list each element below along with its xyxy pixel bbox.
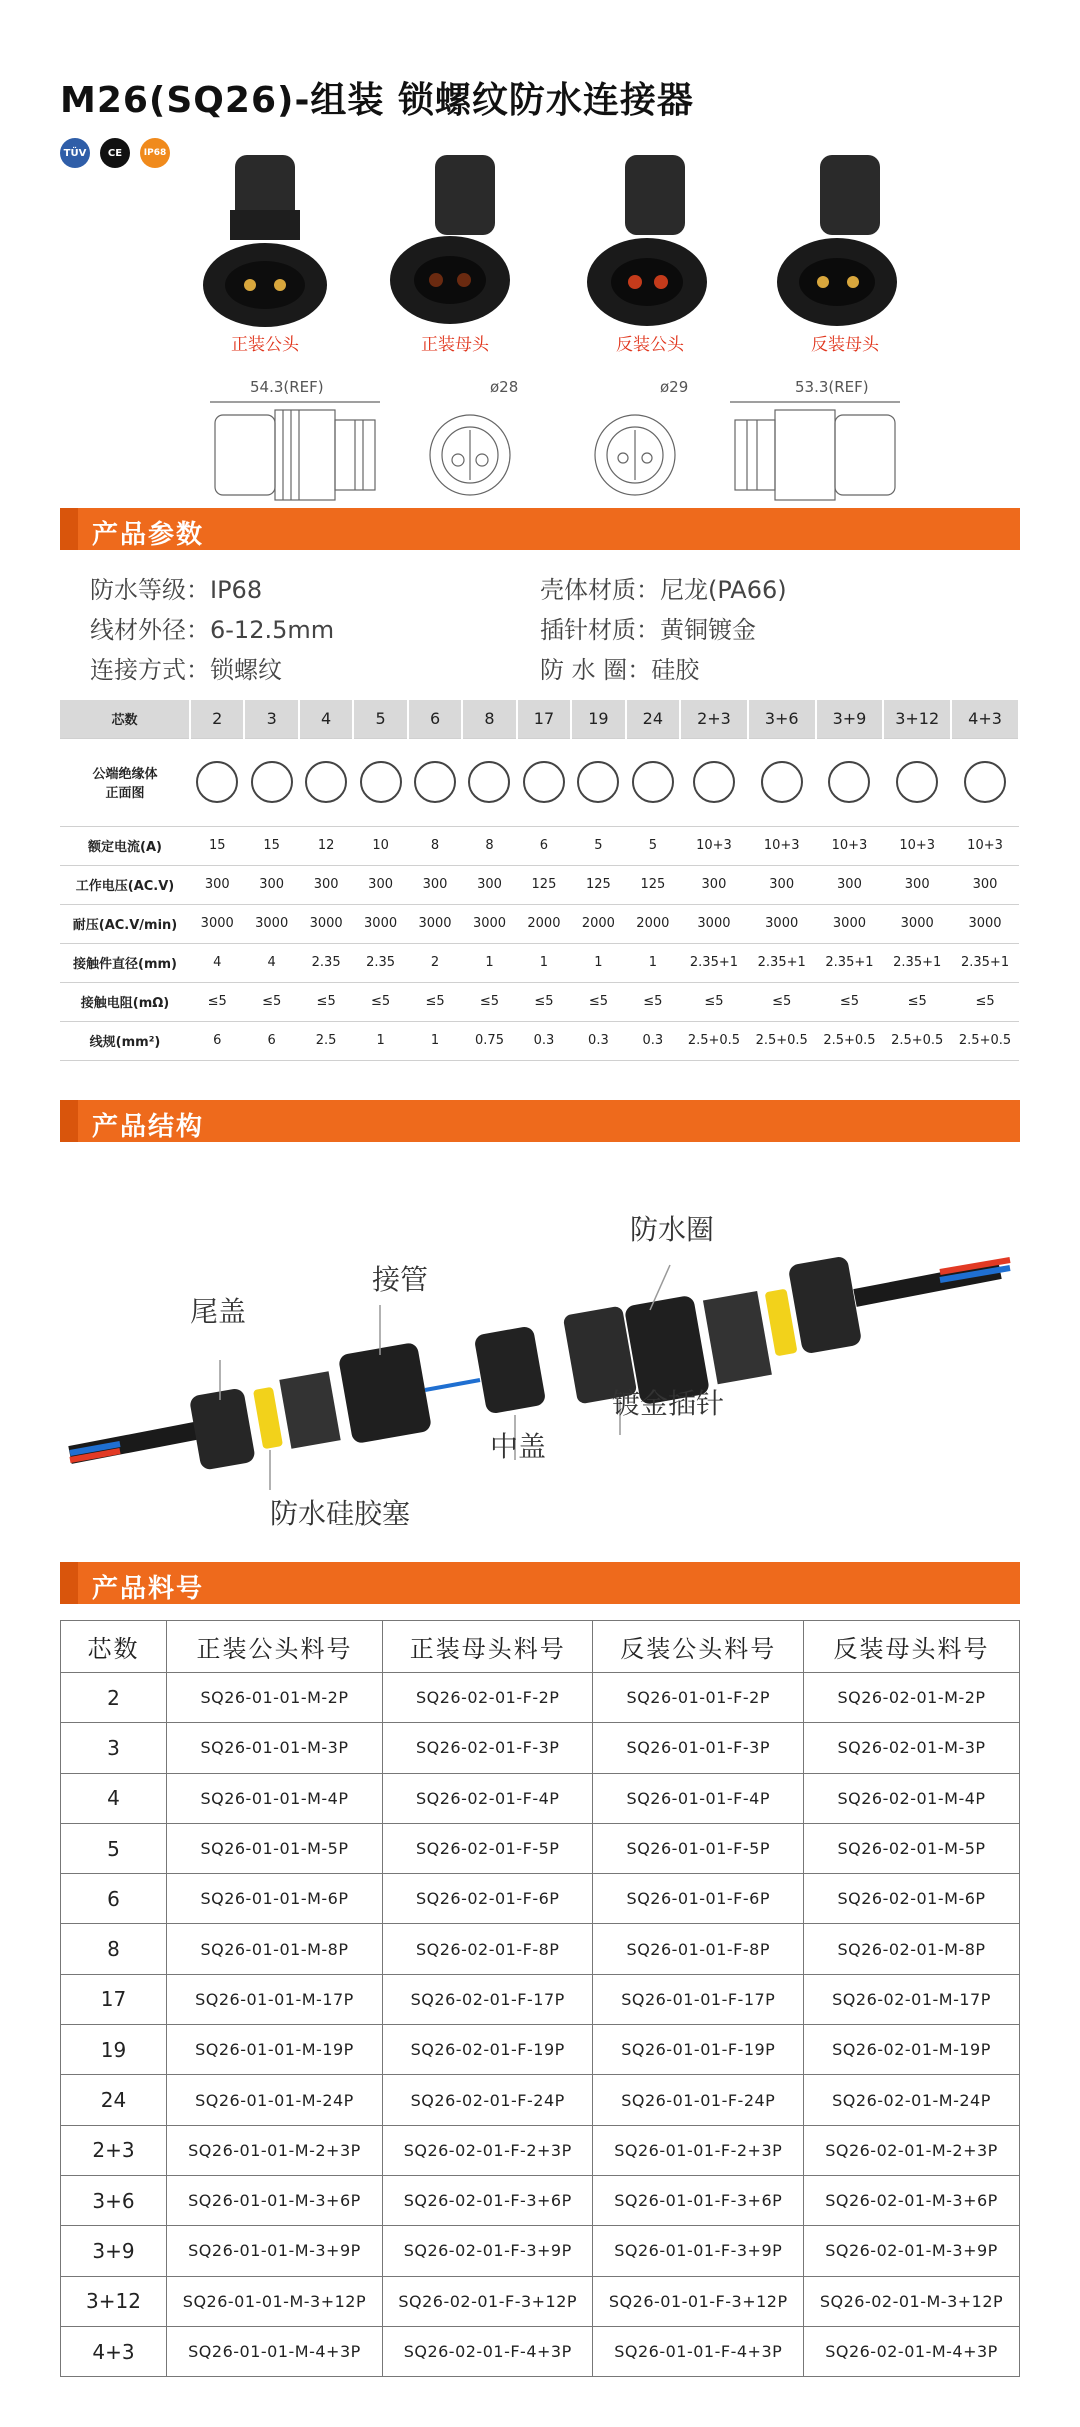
part-number-cell: SQ26-02-01-M-5P [804,1823,1020,1873]
spec-cell: 2.35+1 [816,943,884,982]
part-number-cell: SQ26-02-01-M-3P [804,1723,1020,1773]
insulator-front-icon [299,738,353,826]
parts-row [61,2326,1020,2376]
product-label-3: 反装公头 [616,335,684,355]
part-number-cell: SQ26-01-01-M-4P [167,1773,383,1823]
spec-cell: 2000 [626,904,680,943]
spec-cell: 2.5+0.5 [816,1021,884,1060]
spec-cell: 1 [462,943,516,982]
spec-cell: 2.5+0.5 [680,1021,748,1060]
parts-row [61,2226,1020,2276]
spec-cell: 300 [680,865,748,904]
parts-row [61,1823,1020,1873]
section-title-parts: 产品料号 [92,1574,205,1604]
parts-core-cell: 3+6 [61,2175,167,2225]
spec-cell: ≤5 [626,982,680,1021]
ce-cert-icon: CE [100,138,130,168]
insulator-front-icon [883,738,951,826]
part-number-cell: SQ26-02-01-F-3+12P [382,2276,593,2326]
part-number-cell: SQ26-01-01-F-3+12P [593,2276,804,2326]
part-number-cell: SQ26-01-01-M-19P [167,2025,383,2075]
spec-cell: 2.5 [299,1021,353,1060]
callout-tail-cap: 尾盖 [190,1295,247,1328]
spec-cell: 2.5+0.5 [951,1021,1019,1060]
part-number-cell: SQ26-01-01-F-2+3P [593,2125,804,2175]
spec-cell: 10+3 [748,826,816,865]
core-header: 2+3 [680,700,748,738]
spec-cell: 2.35+1 [680,943,748,982]
part-number-cell: SQ26-01-01-F-19P [593,2025,804,2075]
spec-cell: 3000 [244,904,298,943]
spec-cell: ≤5 [244,982,298,1021]
part-number-cell: SQ26-02-01-F-5P [382,1823,593,1873]
part-number-cell: SQ26-02-01-M-3+6P [804,2175,1020,2225]
core-header: 6 [408,700,462,738]
parts-core-cell: 19 [61,2025,167,2075]
params-list [90,570,990,690]
spec-cell: 6 [244,1021,298,1060]
spec-cell: 125 [517,865,571,904]
insulator-front-icon [517,738,571,826]
product-label-1: 正装公头 [231,335,299,355]
spec-cell: ≤5 [353,982,407,1021]
page-title: M26(SQ26)-组装 锁螺纹防水连接器 [60,80,694,121]
spec-cell: 1 [517,943,571,982]
spec-row-label: 额定电流(A) [60,826,190,865]
section-band-parts [60,1562,1020,1604]
param-connection: 连接方式：锁螺纹 [90,656,282,684]
spec-cell: ≤5 [748,982,816,1021]
section-title-params: 产品参数 [92,520,205,550]
ip68-cert-icon: IP68 [140,138,170,168]
dimension-length-b: 53.3(REF) [795,378,869,396]
spec-cell: 3000 [883,904,951,943]
parts-header-male-reverse: 反装公头料号 [593,1621,804,1673]
spec-cell: 2000 [517,904,571,943]
spec-row-label: 接触件直径(mm) [60,943,190,982]
part-number-cell: SQ26-02-01-F-4P [382,1773,593,1823]
parts-header-core: 芯数 [61,1621,167,1673]
part-number-cell: SQ26-01-01-M-3+12P [167,2276,383,2326]
spec-cell: 125 [571,865,625,904]
spec-cell: 8 [408,826,462,865]
parts-core-cell: 3+12 [61,2276,167,2326]
parts-row [61,2025,1020,2075]
part-number-cell: SQ26-01-01-M-2P [167,1673,383,1723]
cert-badges [60,138,170,168]
spec-cell: 3000 [299,904,353,943]
spec-cell: 2.35+1 [951,943,1019,982]
part-number-cell: SQ26-01-01-F-17P [593,1974,804,2024]
spec-cell: 15 [190,826,244,865]
spec-cell: 5 [626,826,680,865]
parts-core-cell: 4 [61,1773,167,1823]
product-male-reverse-image [765,150,915,330]
core-header: 24 [626,700,680,738]
core-header: 3+6 [748,700,816,738]
spec-cell: 8 [462,826,516,865]
pin-layout-icon [251,761,293,803]
spec-cell: ≤5 [816,982,884,1021]
parts-row [61,1723,1020,1773]
spec-cell: 2.35 [353,943,407,982]
part-number-cell: SQ26-01-01-F-6P [593,1874,804,1924]
part-number-cell: SQ26-02-01-F-3P [382,1723,593,1773]
spec-cell: 10 [353,826,407,865]
parts-table [60,1620,1020,2377]
part-number-cell: SQ26-02-01-M-4P [804,1773,1020,1823]
core-header: 3+12 [883,700,951,738]
insulator-front-icon [353,738,407,826]
pin-layout-icon [693,761,735,803]
product-label-2: 正装母头 [421,335,489,355]
spec-cell: 3000 [462,904,516,943]
part-number-cell: SQ26-01-01-M-2+3P [167,2125,383,2175]
spec-cell: 300 [190,865,244,904]
spec-icon-row [60,738,1019,826]
part-number-cell: SQ26-02-01-F-24P [382,2075,593,2125]
spec-cell: ≤5 [190,982,244,1021]
pin-layout-icon [964,761,1006,803]
core-header: 8 [462,700,516,738]
pin-layout-icon [896,761,938,803]
part-number-cell: SQ26-01-01-F-8P [593,1924,804,1974]
insulator-front-icon [244,738,298,826]
pin-layout-icon [523,761,565,803]
spec-cell: 6 [190,1021,244,1060]
spec-cell: 1 [353,1021,407,1060]
part-number-cell: SQ26-01-01-F-3+6P [593,2175,804,2225]
pin-layout-icon [414,761,456,803]
core-header: 4+3 [951,700,1019,738]
spec-cell: 2.35+1 [748,943,816,982]
pin-layout-icon [196,761,238,803]
spec-cell: 300 [748,865,816,904]
part-number-cell: SQ26-01-01-M-17P [167,1974,383,2024]
spec-cell: 2 [408,943,462,982]
parts-header-row [61,1621,1020,1673]
parts-row [61,1874,1020,1924]
dimension-length-a: 54.3(REF) [250,378,324,396]
parts-core-cell: 24 [61,2075,167,2125]
parts-core-cell: 2 [61,1673,167,1723]
spec-cell: 10+3 [680,826,748,865]
spec-cell: 3000 [951,904,1019,943]
pin-layout-icon [761,761,803,803]
parts-core-cell: 17 [61,1974,167,2024]
spec-cell: 2.5+0.5 [748,1021,816,1060]
parts-row [61,2075,1020,2125]
spec-cell: 300 [462,865,516,904]
insulator-front-icon [816,738,884,826]
spec-cell: 10+3 [883,826,951,865]
insulator-front-icon [408,738,462,826]
spec-cell: ≤5 [680,982,748,1021]
spec-table [60,700,1020,1061]
spec-cell: 3000 [190,904,244,943]
spec-row-label: 线规(mm²) [60,1021,190,1060]
spec-cell: 300 [816,865,884,904]
callout-mid-cap: 中盖 [490,1430,547,1463]
parts-row [61,1924,1020,1974]
param-seal-ring: 防 水 圈：硅胶 [540,656,700,684]
part-number-cell: SQ26-02-01-F-19P [382,2025,593,2075]
part-number-cell: SQ26-01-01-F-4P [593,1773,804,1823]
part-number-cell: SQ26-01-01-F-3P [593,1723,804,1773]
part-number-cell: SQ26-02-01-M-24P [804,2075,1020,2125]
spec-cell: 300 [951,865,1019,904]
spec-cell: 2.35 [299,943,353,982]
spec-cell: 1 [626,943,680,982]
spec-cell: 10+3 [816,826,884,865]
spec-cell: 3000 [353,904,407,943]
parts-row [61,2276,1020,2326]
part-number-cell: SQ26-01-01-F-24P [593,2075,804,2125]
product-female-straight-image [380,150,530,330]
spec-cell: 1 [408,1021,462,1060]
section-band-structure [60,1100,1020,1142]
callout-silicone-plug: 防水硅胶塞 [270,1497,411,1530]
product-female-reverse-image [575,150,725,330]
core-header: 17 [517,700,571,738]
part-number-cell: SQ26-02-01-M-17P [804,1974,1020,2024]
spec-row [60,1021,1019,1060]
part-number-cell: SQ26-01-01-M-8P [167,1924,383,1974]
parts-row [61,1974,1020,2024]
insulator-front-icon [748,738,816,826]
param-shell-material: 壳体材质：尼龙(PA66) [540,576,787,604]
spec-cell: 3000 [748,904,816,943]
spec-cell: ≤5 [299,982,353,1021]
spec-row-label: 工作电压(AC.V) [60,865,190,904]
part-number-cell: SQ26-01-01-M-6P [167,1874,383,1924]
spec-row [60,826,1019,865]
spec-cell: 300 [299,865,353,904]
spec-cell: 300 [244,865,298,904]
insulator-front-icon [951,738,1019,826]
spec-cell: ≤5 [571,982,625,1021]
part-number-cell: SQ26-01-01-M-24P [167,2075,383,2125]
pin-layout-icon [360,761,402,803]
parts-core-cell: 4+3 [61,2326,167,2376]
parts-row [61,2125,1020,2175]
dimension-dia-b: ø29 [660,378,689,396]
part-number-cell: SQ26-02-01-M-8P [804,1924,1020,1974]
spec-cell: 4 [190,943,244,982]
spec-cell: 0.3 [626,1021,680,1060]
spec-icon-label: 公端绝缘体 正面图 [60,738,190,826]
spec-cell: 2000 [571,904,625,943]
insulator-front-icon [462,738,516,826]
spec-cell: 4 [244,943,298,982]
part-number-cell: SQ26-01-01-F-2P [593,1673,804,1723]
part-number-cell: SQ26-02-01-F-3+6P [382,2175,593,2225]
parts-header-female-straight: 正装母头料号 [382,1621,593,1673]
spec-cell: ≤5 [408,982,462,1021]
parts-header-male-straight: 正装公头料号 [167,1621,383,1673]
part-number-cell: SQ26-02-01-M-19P [804,2025,1020,2075]
product-male-straight-image [190,150,340,330]
drawing-side-right [725,400,905,510]
part-number-cell: SQ26-02-01-M-3+12P [804,2276,1020,2326]
param-waterproof: 防水等级：IP68 [90,576,263,604]
param-pin-material: 插针材质：黄铜镀金 [540,616,756,644]
spec-cell: 3000 [408,904,462,943]
drawing-front-female [420,400,520,510]
pin-layout-icon [632,761,674,803]
core-header: 4 [299,700,353,738]
drawing-front-male [585,400,685,510]
spec-cell: 300 [353,865,407,904]
spec-cell: 12 [299,826,353,865]
param-cable-od: 线材外径：6-12.5mm [90,616,335,644]
spec-cell: ≤5 [951,982,1019,1021]
pin-layout-icon [577,761,619,803]
part-number-cell: SQ26-02-01-F-4+3P [382,2326,593,2376]
callout-seal-ring: 防水圈 [630,1213,715,1246]
part-number-cell: SQ26-02-01-M-2+3P [804,2125,1020,2175]
callout-gold-pin: 镀金插针 [612,1387,725,1420]
part-number-cell: SQ26-01-01-M-5P [167,1823,383,1873]
part-number-cell: SQ26-02-01-F-8P [382,1924,593,1974]
core-header: 3 [244,700,298,738]
spec-cell: ≤5 [517,982,571,1021]
spec-cell: 10+3 [951,826,1019,865]
parts-core-cell: 5 [61,1823,167,1873]
spec-cell: 0.3 [571,1021,625,1060]
spec-cell: 125 [626,865,680,904]
part-number-cell: SQ26-01-01-M-3P [167,1723,383,1773]
parts-row [61,2175,1020,2225]
pin-layout-icon [828,761,870,803]
spec-cell: 0.75 [462,1021,516,1060]
part-number-cell: SQ26-02-01-M-4+3P [804,2326,1020,2376]
spec-row [60,943,1019,982]
structure-exploded-diagram [60,1160,1020,1540]
spec-cell: 6 [517,826,571,865]
parts-core-cell: 2+3 [61,2125,167,2175]
part-number-cell: SQ26-02-01-F-2+3P [382,2125,593,2175]
parts-core-cell: 3 [61,1723,167,1773]
spec-cell: 300 [408,865,462,904]
spec-cell: ≤5 [462,982,516,1021]
spec-row-label: 接触电阻(mΩ) [60,982,190,1021]
part-number-cell: SQ26-01-01-M-4+3P [167,2326,383,2376]
part-number-cell: SQ26-01-01-F-5P [593,1823,804,1873]
part-number-cell: SQ26-02-01-M-2P [804,1673,1020,1723]
spec-cell: 1 [571,943,625,982]
insulator-front-icon [626,738,680,826]
spec-header-row [60,700,1019,738]
spec-cell: 2.35+1 [883,943,951,982]
core-header: 2 [190,700,244,738]
product-label-4: 反装母头 [811,335,879,355]
part-number-cell: SQ26-02-01-F-6P [382,1874,593,1924]
spec-cell: 2.5+0.5 [883,1021,951,1060]
drawing-side-left [205,400,385,510]
insulator-front-icon [190,738,244,826]
spec-row [60,904,1019,943]
part-number-cell: SQ26-01-01-M-3+9P [167,2226,383,2276]
spec-cell: 5 [571,826,625,865]
part-number-cell: SQ26-01-01-F-4+3P [593,2326,804,2376]
insulator-front-icon [571,738,625,826]
callout-pipe: 接管 [372,1263,429,1296]
core-header: 3+9 [816,700,884,738]
spec-row [60,865,1019,904]
part-number-cell: SQ26-01-01-M-3+6P [167,2175,383,2225]
spec-cell: 3000 [816,904,884,943]
tuv-cert-icon: TÜV [60,138,90,168]
section-band-params [60,508,1020,550]
core-header: 5 [353,700,407,738]
spec-row [60,982,1019,1021]
insulator-front-icon [680,738,748,826]
pin-layout-icon [305,761,347,803]
spec-cell: 0.3 [517,1021,571,1060]
spec-header-label: 芯数 [60,700,190,738]
part-number-cell: SQ26-02-01-M-6P [804,1874,1020,1924]
core-header: 19 [571,700,625,738]
parts-header-female-reverse: 反装母头料号 [804,1621,1020,1673]
spec-cell: 15 [244,826,298,865]
spec-cell: ≤5 [883,982,951,1021]
part-number-cell: SQ26-02-01-F-17P [382,1974,593,2024]
parts-core-cell: 6 [61,1874,167,1924]
part-number-cell: SQ26-02-01-F-2P [382,1673,593,1723]
parts-row [61,1673,1020,1723]
part-number-cell: SQ26-02-01-M-3+9P [804,2226,1020,2276]
part-number-cell: SQ26-02-01-F-3+9P [382,2226,593,2276]
section-title-structure: 产品结构 [92,1112,205,1142]
parts-row [61,1773,1020,1823]
parts-core-cell: 8 [61,1924,167,1974]
dimension-dia-a: ø28 [490,378,519,396]
spec-cell: 3000 [680,904,748,943]
part-number-cell: SQ26-01-01-F-3+9P [593,2226,804,2276]
pin-layout-icon [468,761,510,803]
spec-cell: 300 [883,865,951,904]
spec-row-label: 耐压(AC.V/min) [60,904,190,943]
parts-core-cell: 3+9 [61,2226,167,2276]
